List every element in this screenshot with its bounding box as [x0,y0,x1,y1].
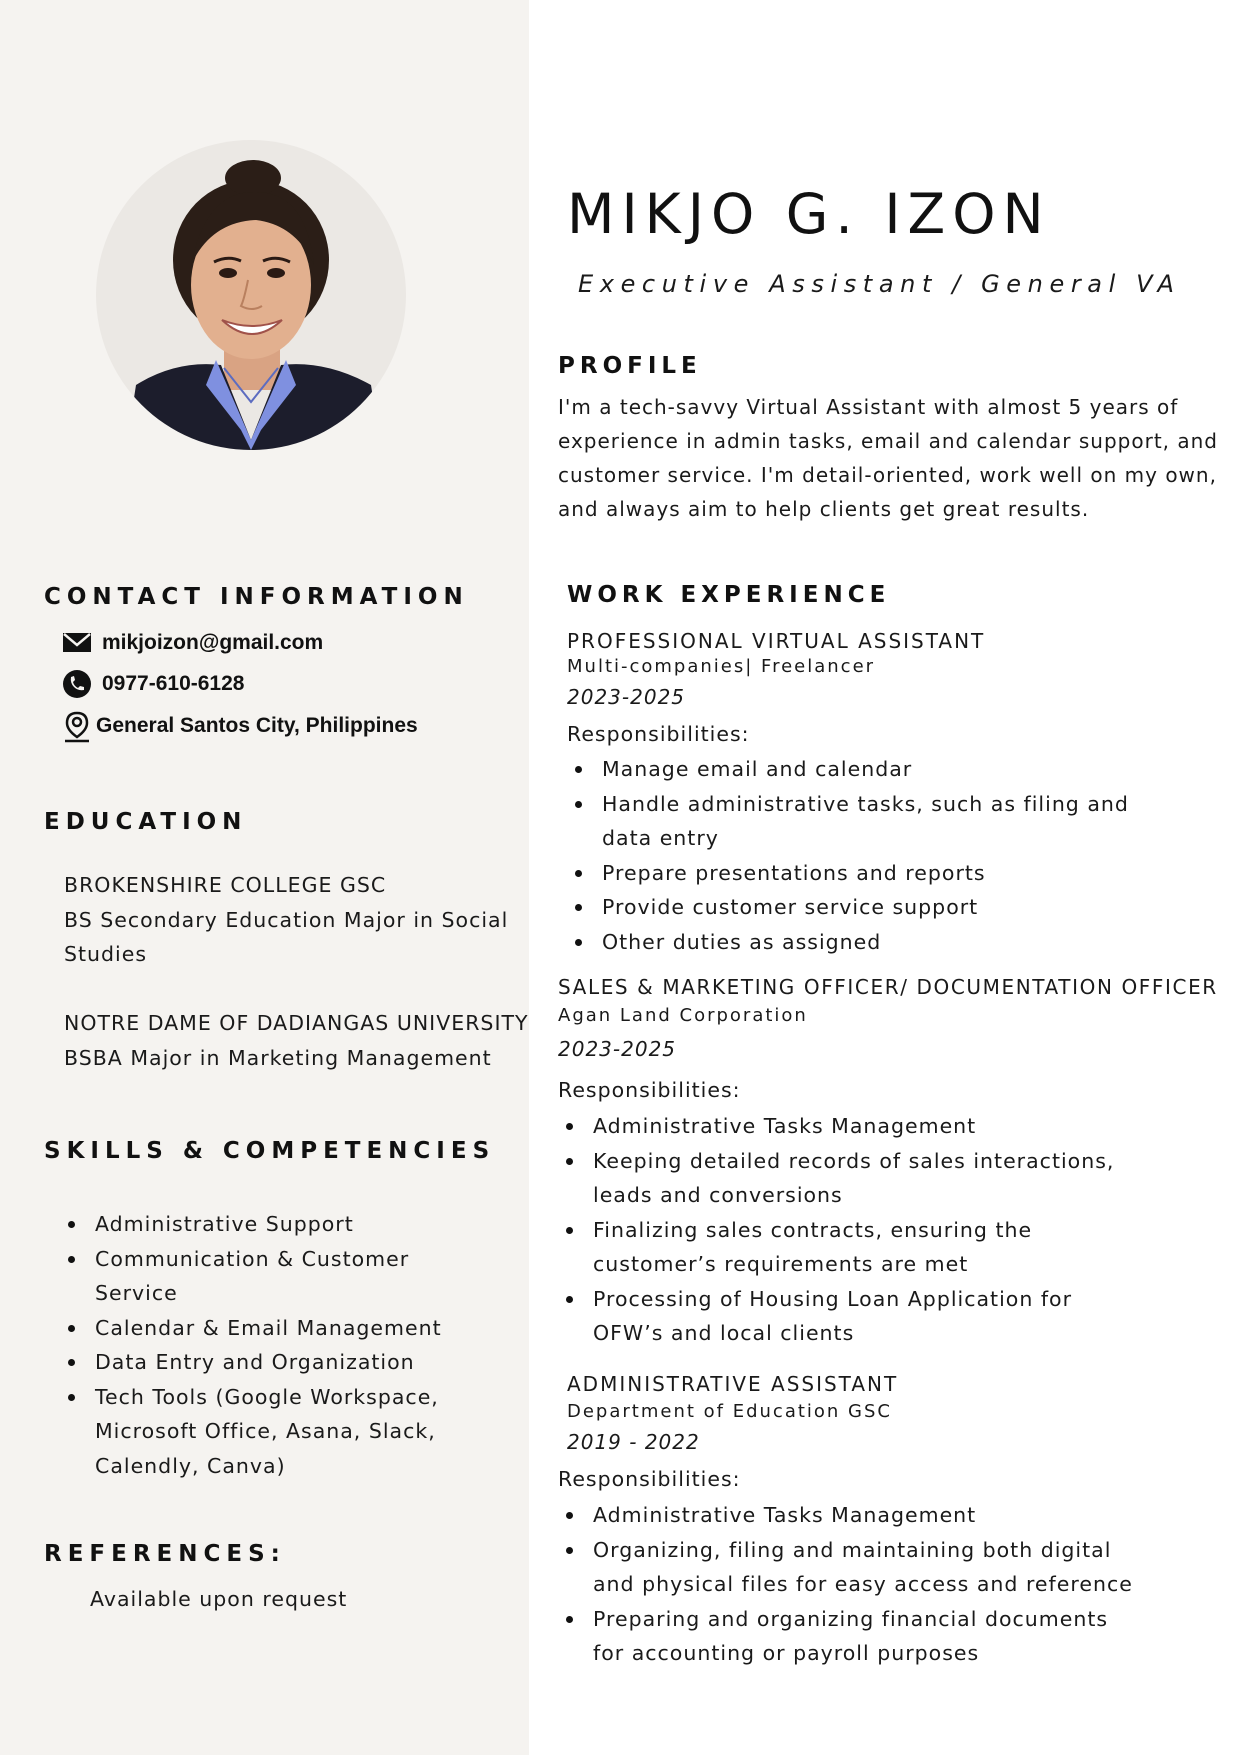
profile-line: experience in admin tasks, email and calendar support, and [558,429,1219,453]
responsibility-item: Finalizing sales contracts, ensuring the customer’s requirements are met [558,1213,1178,1282]
profile-photo [96,140,406,450]
skill-item: Data Entry and Organization [60,1345,500,1380]
responsibility-item: Organizing, filing and maintaining both digital and physical files for easy access and reference [558,1533,1198,1602]
job-responsibilities [558,1498,1198,1671]
contact-heading: CONTACT INFORMATION [44,584,469,610]
education-entry [64,868,508,972]
job-company: Agan Land Corporation [558,1005,808,1026]
profile-text [558,390,1228,526]
job-title: PROFESSIONAL VIRTUAL ASSISTANT [567,629,986,653]
responsibility-item: Administrative Tasks Management [558,1109,1178,1144]
references-heading: REFERENCES: [44,1541,286,1567]
responsibility-item: Preparing and organizing financial documents for accounting or payroll purposes [558,1602,1198,1671]
education-degree: BSBA Major in Marketing Management [64,1045,492,1070]
responsibilities-label: Responsibilities: [567,722,750,746]
profile-line: and always aim to help clients get great results. [558,497,1090,521]
education-degree: BS Secondary Education Major in Social [64,907,509,932]
work-heading: WORK EXPERIENCE [567,582,891,608]
job-title: ADMINISTRATIVE ASSISTANT [567,1372,899,1396]
profile-line: customer service. I'm detail-oriented, work well on my own, [558,463,1217,487]
profile-line: I'm a tech-savvy Virtual Assistant with almost 5 years of [558,395,1179,419]
skill-item: Tech Tools (Google Workspace, Microsoft Office, Asana, Slack, Calendly, Canva) [60,1380,500,1484]
education-entry [64,1006,529,1075]
education-degree: Studies [64,942,148,966]
job-responsibilities [558,1109,1178,1351]
education-heading: EDUCATION [44,809,248,835]
job-dates: 2023-2025 [558,1037,677,1061]
responsibility-item: Prepare presentations and reports [567,856,1167,891]
responsibility-item: Manage email and calendar [567,752,1167,787]
responsibility-item: Provide customer service support [567,890,1167,925]
job-company: Department of Education GSC [567,1401,892,1422]
skill-item: Calendar & Email Management [60,1311,500,1346]
phone-icon [62,669,92,699]
job-dates: 2019 - 2022 [567,1430,700,1454]
responsibilities-label: Responsibilities: [558,1078,741,1102]
job-title: SALES & MARKETING OFFICER/ DOCUMENTATION OFFICER [558,975,1218,999]
skills-list [60,1207,500,1483]
responsibility-item: Other duties as assigned [567,925,1167,960]
responsibility-item: Processing of Housing Loan Application for OFW’s and local clients [558,1282,1178,1351]
responsibilities-label: Responsibilities: [558,1467,741,1491]
job-dates: 2023-2025 [567,685,686,709]
contact-location-row [62,711,418,741]
contact-location: General Santos City, Philippines [96,714,418,737]
skills-heading: SKILLS & COMPETENCIES [44,1138,496,1164]
responsibility-item: Keeping detailed records of sales interactions, leads and conversions [558,1144,1178,1213]
education-school: BROKENSHIRE COLLEGE GSC [64,873,387,897]
profile-heading: PROFILE [558,353,702,379]
responsibility-item: Handle administrative tasks, such as filing and data entry [567,787,1167,856]
contact-email[interactable]: mikjoizon@gmail.com [102,631,324,654]
contact-email-row [62,628,323,658]
responsibility-item: Administrative Tasks Management [558,1498,1198,1533]
skill-item: Communication & Customer Service [60,1242,500,1311]
job-title-subtitle: Executive Assistant / General VA [578,270,1181,298]
job-responsibilities [567,752,1167,959]
location-pin-icon [62,711,92,741]
email-icon [62,628,92,658]
full-name: MIKJO G. IZON [567,182,1051,246]
references-text: Available upon request [90,1587,348,1611]
skill-item: Administrative Support [60,1207,500,1242]
contact-phone[interactable]: 0977-610-6128 [102,672,245,695]
contact-phone-row [62,669,244,699]
education-school: NOTRE DAME OF DADIANGAS UNIVERSITY [64,1011,529,1035]
job-company: Multi-companies| Freelancer [567,656,876,677]
